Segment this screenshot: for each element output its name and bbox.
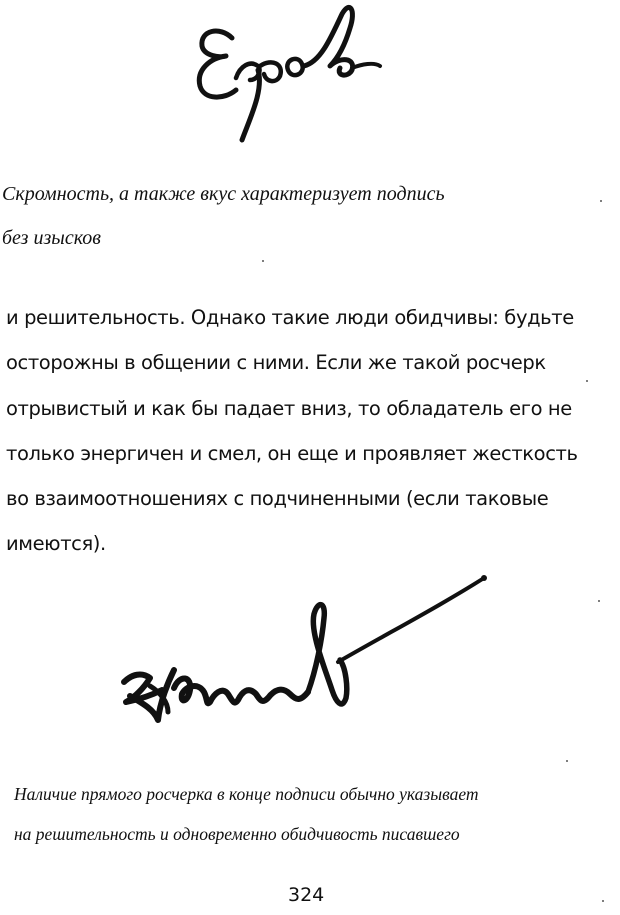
page-number: 324 [288,884,325,906]
caption-2-line-1: Наличие прямого росчерка в конце подписи обычно указывает [14,784,479,804]
scan-speck [262,260,264,262]
body-line-6: имеются). [6,532,106,555]
caption-1-line-1: Скромность, а также вкус характеризует подпись [2,183,445,205]
scan-speck [602,900,604,902]
scan-speck [598,600,600,602]
signature-egorov [180,0,400,150]
scan-speck [600,200,602,202]
scan-speck [566,760,568,762]
scan-speck [586,380,588,382]
body-line-1: и решительность. Однако такие люди обидчивы: будьте [6,306,574,329]
body-line-3: отрывистый и как бы падает вниз, то обладатель его не [6,397,572,420]
caption-1-line-2: без изысков [2,227,101,249]
body-line-5: во взаимоотношениях с подчиненными (если таковые [6,487,549,510]
signature-flourish [110,570,500,740]
caption-2-line-2: на решительность и одновременно обидчивость писавшего [14,824,460,844]
body-line-2: осторожны в общении с ними. Если же такой росчерк [6,351,546,374]
body-line-4: только энергичен и смел, он еще и проявляет жесткость [6,442,578,465]
